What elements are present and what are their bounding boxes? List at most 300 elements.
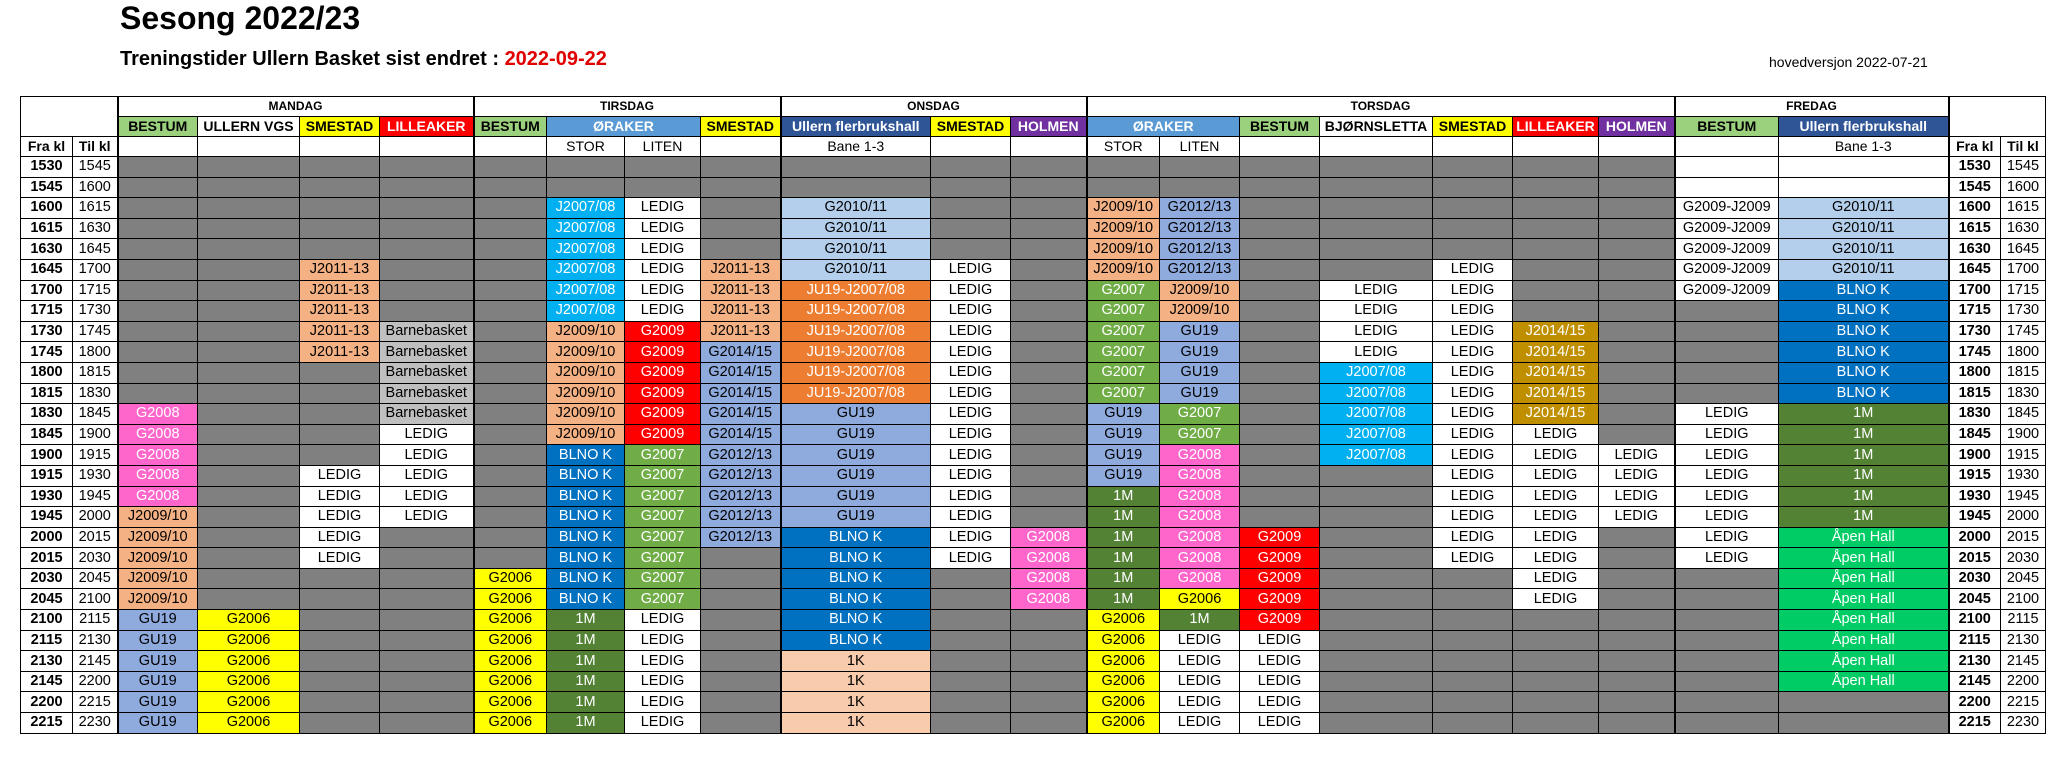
to-time: 1700 <box>73 259 118 280</box>
slot-cell <box>1320 671 1433 692</box>
slot-cell <box>1675 321 1779 342</box>
slot-cell: LEDIG <box>625 280 701 301</box>
slot-cell: G2014/15 <box>701 424 781 445</box>
from-time: 1930 <box>1949 486 2001 507</box>
slot-cell <box>474 259 547 280</box>
slot-cell <box>1320 589 1433 610</box>
slot-cell: LEDIG <box>300 507 380 528</box>
slot-cell: GU19 <box>781 404 931 425</box>
slot-cell: LEDIG <box>380 507 474 528</box>
slot-cell: 1K <box>781 651 931 672</box>
time-row <box>21 259 2046 280</box>
slot-cell <box>1011 692 1087 713</box>
slot-cell: BLNO K <box>1779 301 1949 322</box>
slot-cell: J2009/10 <box>547 383 625 404</box>
slot-cell: G2012/13 <box>701 465 781 486</box>
slot-cell: G2006 <box>474 651 547 672</box>
slot-cell <box>198 568 300 589</box>
slot-cell: LEDIG <box>1433 486 1513 507</box>
slot-cell: J2011-13 <box>300 259 380 280</box>
day-header: TIRSDAG <box>474 97 781 117</box>
slot-cell: LEDIG <box>1599 465 1675 486</box>
slot-cell: J2014/15 <box>1513 362 1599 383</box>
slot-cell: LEDIG <box>931 486 1011 507</box>
slot-cell: G2014/15 <box>701 383 781 404</box>
slot-cell: J2011-13 <box>701 321 781 342</box>
slot-cell: G2006 <box>474 610 547 631</box>
sub-header: STOR <box>1087 137 1160 157</box>
slot-cell: LEDIG <box>380 424 474 445</box>
slot-cell <box>118 301 198 322</box>
subtitle-text: Treningstider Ullern Basket sist endret : <box>120 48 505 70</box>
slot-cell: JU19-J2007/08 <box>781 383 931 404</box>
slot-cell: 1M <box>547 610 625 631</box>
slot-cell: J2007/08 <box>1320 383 1433 404</box>
slot-cell: LEDIG <box>625 198 701 219</box>
slot-cell: LEDIG <box>1675 445 1779 466</box>
slot-cell <box>1599 198 1675 219</box>
slot-cell <box>474 362 547 383</box>
slot-cell <box>1320 218 1433 239</box>
slot-cell <box>118 239 198 260</box>
to-time: 1915 <box>73 445 118 466</box>
slot-cell: G2006 <box>1087 713 1160 734</box>
to-time: 1815 <box>2001 362 2046 383</box>
slot-cell: LEDIG <box>1433 548 1513 569</box>
slot-cell <box>300 383 380 404</box>
sub-header-row <box>21 137 2046 157</box>
slot-cell <box>1160 157 1240 178</box>
venue-header: ULLERN VGS <box>198 117 300 137</box>
slot-cell: J2009/10 <box>118 589 198 610</box>
from-time: 1600 <box>21 198 73 219</box>
slot-cell: G2009-J2009 <box>1675 259 1779 280</box>
slot-cell <box>1433 713 1513 734</box>
venue-header: SMESTAD <box>300 117 380 137</box>
slot-cell <box>1433 589 1513 610</box>
slot-cell: G2008 <box>1160 548 1240 569</box>
slot-cell: 1M <box>1087 507 1160 528</box>
slot-cell: BLNO K <box>781 527 931 548</box>
slot-cell <box>1599 527 1675 548</box>
slot-cell: GU19 <box>1160 342 1240 363</box>
time-row <box>21 218 2046 239</box>
to-time: 2230 <box>73 713 118 734</box>
slot-cell <box>931 177 1011 198</box>
slot-cell <box>198 301 300 322</box>
slot-cell: G2007 <box>625 527 701 548</box>
slot-cell: Åpen Hall <box>1779 630 1949 651</box>
from-time: 1900 <box>21 445 73 466</box>
slot-cell: BLNO K <box>547 445 625 466</box>
slot-cell: JU19-J2007/08 <box>781 280 931 301</box>
slot-cell: LEDIG <box>625 218 701 239</box>
slot-cell <box>198 321 300 342</box>
to-time: 2045 <box>73 568 118 589</box>
slot-cell <box>300 218 380 239</box>
slot-cell: G2008 <box>1160 568 1240 589</box>
slot-cell <box>300 424 380 445</box>
time-row <box>21 157 2046 178</box>
time-row <box>21 527 2046 548</box>
time-row <box>21 362 2046 383</box>
slot-cell <box>474 404 547 425</box>
to-time: 2115 <box>2001 610 2046 631</box>
to-time: 1800 <box>73 342 118 363</box>
slot-cell <box>1599 239 1675 260</box>
slot-cell: GU19 <box>1160 362 1240 383</box>
time-row <box>21 589 2046 610</box>
slot-cell: GU19 <box>781 465 931 486</box>
slot-cell <box>474 465 547 486</box>
slot-cell <box>1320 630 1433 651</box>
slot-cell: LEDIG <box>1240 671 1320 692</box>
corner-cell <box>21 97 118 137</box>
slot-cell <box>198 486 300 507</box>
slot-cell: LEDIG <box>1433 259 1513 280</box>
sub-header: STOR <box>547 137 625 157</box>
slot-cell <box>701 177 781 198</box>
to-time: 1945 <box>2001 486 2046 507</box>
to-time: 1545 <box>73 157 118 178</box>
slot-cell: G2009 <box>1240 568 1320 589</box>
slot-cell: BLNO K <box>1779 383 1949 404</box>
slot-cell: G2008 <box>118 486 198 507</box>
slot-cell: LEDIG <box>931 362 1011 383</box>
slot-cell: 1M <box>547 651 625 672</box>
slot-cell: GU19 <box>781 424 931 445</box>
from-time: 1800 <box>1949 362 2001 383</box>
slot-cell <box>701 198 781 219</box>
slot-cell: G2007 <box>1087 301 1160 322</box>
from-time: 1900 <box>1949 445 2001 466</box>
venue-header: BESTUM <box>1240 117 1320 137</box>
slot-cell <box>1779 692 1949 713</box>
slot-cell <box>1675 610 1779 631</box>
from-time: 1700 <box>21 280 73 301</box>
slot-cell <box>1433 218 1513 239</box>
sub-header <box>1320 137 1433 157</box>
venue-header: Ullern flerbrukshall <box>1779 117 1949 137</box>
slot-cell: J2011-13 <box>300 301 380 322</box>
slot-cell <box>1513 259 1599 280</box>
slot-cell: J2009/10 <box>1160 280 1240 301</box>
slot-cell: LEDIG <box>1513 548 1599 569</box>
slot-cell: J2009/10 <box>547 424 625 445</box>
slot-cell: G2008 <box>1011 527 1087 548</box>
slot-cell: LEDIG <box>1433 507 1513 528</box>
slot-cell: 1M <box>1087 486 1160 507</box>
slot-cell <box>474 486 547 507</box>
to-time: 1745 <box>2001 321 2046 342</box>
slot-cell <box>198 239 300 260</box>
slot-cell: G2014/15 <box>701 342 781 363</box>
slot-cell: LEDIG <box>931 383 1011 404</box>
slot-cell: Barnebasket <box>380 342 474 363</box>
slot-cell: BLNO K <box>781 610 931 631</box>
to-time: 1600 <box>2001 177 2046 198</box>
slot-cell <box>1433 157 1513 178</box>
slot-cell: Barnebasket <box>380 362 474 383</box>
from-time: 1730 <box>21 321 73 342</box>
time-row <box>21 692 2046 713</box>
slot-cell: LEDIG <box>1513 568 1599 589</box>
slot-cell: G2009 <box>625 362 701 383</box>
venue-header: SMESTAD <box>931 117 1011 137</box>
slot-cell: 1M <box>1087 548 1160 569</box>
to-time: 1945 <box>73 486 118 507</box>
slot-cell <box>380 301 474 322</box>
slot-cell <box>380 157 474 178</box>
from-time: 2130 <box>1949 651 2001 672</box>
slot-cell: 1M <box>547 713 625 734</box>
slot-cell: BLNO K <box>547 548 625 569</box>
slot-cell <box>118 198 198 219</box>
slot-cell <box>1240 301 1320 322</box>
to-time: 2200 <box>2001 671 2046 692</box>
slot-cell: JU19-J2007/08 <box>781 362 931 383</box>
slot-cell: G2012/13 <box>701 507 781 528</box>
from-time: 2000 <box>21 527 73 548</box>
slot-cell <box>118 280 198 301</box>
slot-cell: 1M <box>1779 486 1949 507</box>
to-time: 2030 <box>2001 548 2046 569</box>
slot-cell: G2008 <box>118 445 198 466</box>
slot-cell: LEDIG <box>1160 713 1240 734</box>
slot-cell <box>701 568 781 589</box>
slot-cell <box>931 630 1011 651</box>
slot-cell: BLNO K <box>1779 321 1949 342</box>
slot-cell <box>474 218 547 239</box>
time-row <box>21 239 2046 260</box>
from-time: 1615 <box>1949 218 2001 239</box>
slot-cell <box>625 177 701 198</box>
slot-cell: LEDIG <box>1433 527 1513 548</box>
slot-cell <box>1599 692 1675 713</box>
from-time: 1745 <box>21 342 73 363</box>
day-header: FREDAG <box>1675 97 1949 117</box>
venue-header: HOLMEN <box>1599 117 1675 137</box>
slot-cell <box>1513 713 1599 734</box>
venue-header: BJØRNSLETTA <box>1320 117 1433 137</box>
slot-cell: LEDIG <box>1513 424 1599 445</box>
slot-cell: G2006 <box>198 692 300 713</box>
slot-cell: G2012/13 <box>701 445 781 466</box>
slot-cell <box>198 342 300 363</box>
slot-cell: LEDIG <box>625 610 701 631</box>
slot-cell <box>1513 280 1599 301</box>
from-time: 1645 <box>1949 259 2001 280</box>
slot-cell: J2011-13 <box>701 301 781 322</box>
slot-cell <box>300 692 380 713</box>
slot-cell: BLNO K <box>547 568 625 589</box>
to-time: 1845 <box>2001 404 2046 425</box>
slot-cell <box>380 589 474 610</box>
time-row <box>21 651 2046 672</box>
slot-cell <box>1513 198 1599 219</box>
from-time: 1630 <box>1949 239 2001 260</box>
sub-header <box>474 137 547 157</box>
from-time: 1830 <box>1949 404 2001 425</box>
from-time: 1700 <box>1949 280 2001 301</box>
slot-cell <box>198 177 300 198</box>
to-time: 1730 <box>73 301 118 322</box>
slot-cell <box>1675 568 1779 589</box>
slot-cell: BLNO K <box>1779 342 1949 363</box>
slot-cell <box>1240 362 1320 383</box>
slot-cell <box>1011 198 1087 219</box>
slot-cell: GU19 <box>1087 404 1160 425</box>
slot-cell <box>625 157 701 178</box>
slot-cell: LEDIG <box>1513 527 1599 548</box>
slot-cell: J2007/08 <box>547 259 625 280</box>
slot-cell <box>198 527 300 548</box>
slot-cell <box>931 589 1011 610</box>
slot-cell: G2006 <box>198 671 300 692</box>
slot-cell <box>1320 465 1433 486</box>
from-time: 2015 <box>21 548 73 569</box>
slot-cell <box>198 424 300 445</box>
slot-cell <box>1433 630 1513 651</box>
slot-cell <box>1320 259 1433 280</box>
slot-cell <box>1240 218 1320 239</box>
from-time: 2045 <box>21 589 73 610</box>
slot-cell: LEDIG <box>625 671 701 692</box>
slot-cell: LEDIG <box>1675 507 1779 528</box>
slot-cell <box>1599 713 1675 734</box>
slot-cell: GU19 <box>1087 465 1160 486</box>
slot-cell <box>474 157 547 178</box>
slot-cell <box>300 589 380 610</box>
slot-cell: G2008 <box>1160 486 1240 507</box>
slot-cell <box>474 239 547 260</box>
slot-cell <box>198 362 300 383</box>
slot-cell <box>474 321 547 342</box>
from-time: 1545 <box>1949 177 2001 198</box>
slot-cell: BLNO K <box>781 568 931 589</box>
slot-cell <box>300 568 380 589</box>
slot-cell <box>1779 177 1949 198</box>
slot-cell: G2007 <box>625 465 701 486</box>
slot-cell <box>1240 259 1320 280</box>
slot-cell: LEDIG <box>1160 671 1240 692</box>
from-time: 1715 <box>1949 301 2001 322</box>
from-time: 1530 <box>1949 157 2001 178</box>
slot-cell: LEDIG <box>1433 362 1513 383</box>
slot-cell <box>380 568 474 589</box>
slot-cell: J2009/10 <box>547 342 625 363</box>
slot-cell: G2010/11 <box>781 198 931 219</box>
slot-cell <box>1433 568 1513 589</box>
slot-cell: LEDIG <box>931 259 1011 280</box>
slot-cell <box>701 671 781 692</box>
from-header: Fra kl <box>1949 137 2001 157</box>
time-row <box>21 507 2046 528</box>
slot-cell: LEDIG <box>1320 280 1433 301</box>
to-time: 2045 <box>2001 568 2046 589</box>
slot-cell: G2008 <box>1011 589 1087 610</box>
slot-cell: LEDIG <box>1513 465 1599 486</box>
slot-cell: GU19 <box>1160 383 1240 404</box>
time-row <box>21 713 2046 734</box>
slot-cell <box>1087 177 1160 198</box>
day-header-row <box>21 97 2046 117</box>
slot-cell: G2007 <box>625 589 701 610</box>
from-time: 1915 <box>21 465 73 486</box>
slot-cell: LEDIG <box>625 630 701 651</box>
to-time: 2030 <box>73 548 118 569</box>
slot-cell <box>1599 177 1675 198</box>
day-header: ONSDAG <box>781 97 1087 117</box>
from-time: 2200 <box>21 692 73 713</box>
time-row <box>21 342 2046 363</box>
time-row <box>21 383 2046 404</box>
slot-cell <box>198 259 300 280</box>
slot-cell: GU19 <box>781 486 931 507</box>
slot-cell: J2007/08 <box>547 198 625 219</box>
time-row <box>21 568 2046 589</box>
slot-cell: LEDIG <box>931 548 1011 569</box>
slot-cell <box>1513 157 1599 178</box>
slot-cell: G2007 <box>625 548 701 569</box>
slot-cell: J2009/10 <box>1087 218 1160 239</box>
slot-cell: G2007 <box>1160 404 1240 425</box>
slot-cell <box>1240 465 1320 486</box>
slot-cell <box>380 198 474 219</box>
sub-header <box>198 137 300 157</box>
slot-cell: LEDIG <box>625 692 701 713</box>
slot-cell: 1M <box>1779 465 1949 486</box>
slot-cell: G2006 <box>1087 692 1160 713</box>
slot-cell: LEDIG <box>931 321 1011 342</box>
day-header: MANDAG <box>118 97 474 117</box>
slot-cell: J2011-13 <box>300 342 380 363</box>
from-time: 2000 <box>1949 527 2001 548</box>
to-time: 2015 <box>2001 527 2046 548</box>
from-time: 1745 <box>1949 342 2001 363</box>
from-time: 1630 <box>21 239 73 260</box>
to-time: 1545 <box>2001 157 2046 178</box>
slot-cell: GU19 <box>781 507 931 528</box>
slot-cell <box>701 218 781 239</box>
slot-cell <box>1011 465 1087 486</box>
to-time: 2100 <box>2001 589 2046 610</box>
slot-cell <box>1513 630 1599 651</box>
slot-cell: LEDIG <box>1675 465 1779 486</box>
slot-cell <box>1513 671 1599 692</box>
slot-cell: J2014/15 <box>1513 404 1599 425</box>
slot-cell <box>1599 610 1675 631</box>
slot-cell: LEDIG <box>1240 713 1320 734</box>
slot-cell: Åpen Hall <box>1779 568 1949 589</box>
slot-cell: G2014/15 <box>701 362 781 383</box>
slot-cell <box>198 383 300 404</box>
slot-cell: LEDIG <box>1675 424 1779 445</box>
slot-cell <box>1011 630 1087 651</box>
from-time: 1615 <box>21 218 73 239</box>
from-time: 1730 <box>1949 321 2001 342</box>
slot-cell <box>931 157 1011 178</box>
slot-cell: JU19-J2007/08 <box>781 301 931 322</box>
venue-header: BESTUM <box>118 117 198 137</box>
slot-cell <box>701 692 781 713</box>
sub-header <box>1433 137 1513 157</box>
slot-cell: J2011-13 <box>701 259 781 280</box>
slot-cell: J2009/10 <box>118 568 198 589</box>
slot-cell: LEDIG <box>380 486 474 507</box>
venue-header: Ullern flerbrukshall <box>781 117 931 137</box>
slot-cell: G2009 <box>1240 610 1320 631</box>
